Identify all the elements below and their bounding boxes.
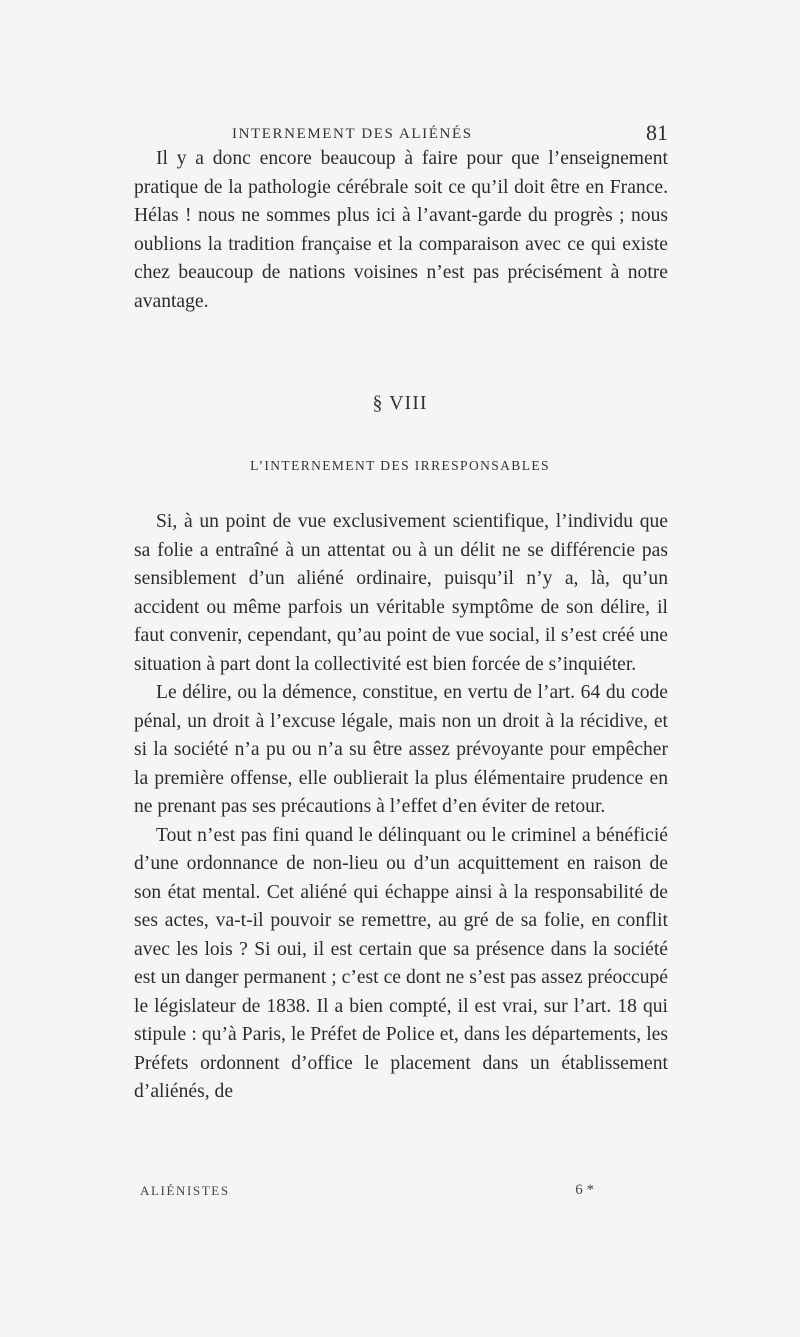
text-block-intro (134, 145, 668, 316)
page-footer (134, 1183, 668, 1203)
signature-mark: ALIÉNISTES (140, 1183, 230, 1198)
running-head: INTERNEMENT DES ALIÉNÉS (232, 126, 473, 142)
paragraph: Le délire, ou la démence, constitue, en vertu de l’art. 64 du code pénal, un droit à l’excuse légale, mais non un droit à la récidive, et si la société n’a pu ou n’a su être assez prévoyante pour empêcher la première offense, elle oublierait la plus élémentaire prudence en ne prenant pas ses précautions à l’effet d’en éviter de retour. (134, 682, 668, 817)
section-number: § VIII (372, 392, 428, 414)
paragraph: Il y a donc encore beaucoup à faire pour que l’enseignement pratique de la pathologie cérébrale soit ce qu’il doit être en France. Hélas ! nous ne sommes plus ici à l’avant-garde du progrès ; nous oublions la tradition française et la comparaison avec ce qui existe chez beaucoup de nations voisines n’est pas précisément à notre avantage. (134, 148, 668, 312)
paragraph: Tout n’est pas fini quand le délinquant ou le criminel a bénéficié d’une ordonnance de non-lieu ou d’un acquittement en raison de son état mental. Cet aliéné qui échappe ainsi à la responsabilité de ses actes, va-t-il pouvoir se remettre, au gré de sa folie, en conflit avec les lois ? Si oui, il est certain que sa présence dans la société est un danger permanent ; c’est ce dont ne s’est pas assez préoccupé le législateur de 1838. Il a bien compté, il est vrai, sur l’art. 18 qui stipule : qu’à Paris, le Préfet de Police et, dans les départements, les Préfets ordonnent d’office le placement dans un établissement d’aliénés, de (134, 824, 668, 1102)
page-header (134, 118, 668, 146)
section-title: L’INTERNEMENT DES IRRESPONSABLES (250, 458, 550, 473)
paragraph: Si, à un point de vue exclusivement scientifique, l’individu que sa folie a entraîné à un attentat ou à un délit ne se différencie pas sensiblement d’un aliéné ordinaire, puisqu’il n’y a, là, qu’un accident ou même parfois un véritable symptôme de son délire, il faut convenir, cependant, qu’au point de vue social, il s’est créé une situation à part dont la collectivité est bien forcée de s’inquiéter. (134, 511, 668, 675)
text-block-section (134, 508, 668, 1107)
page-number: 81 (646, 120, 668, 145)
sheet-number: 6 * (575, 1182, 594, 1198)
